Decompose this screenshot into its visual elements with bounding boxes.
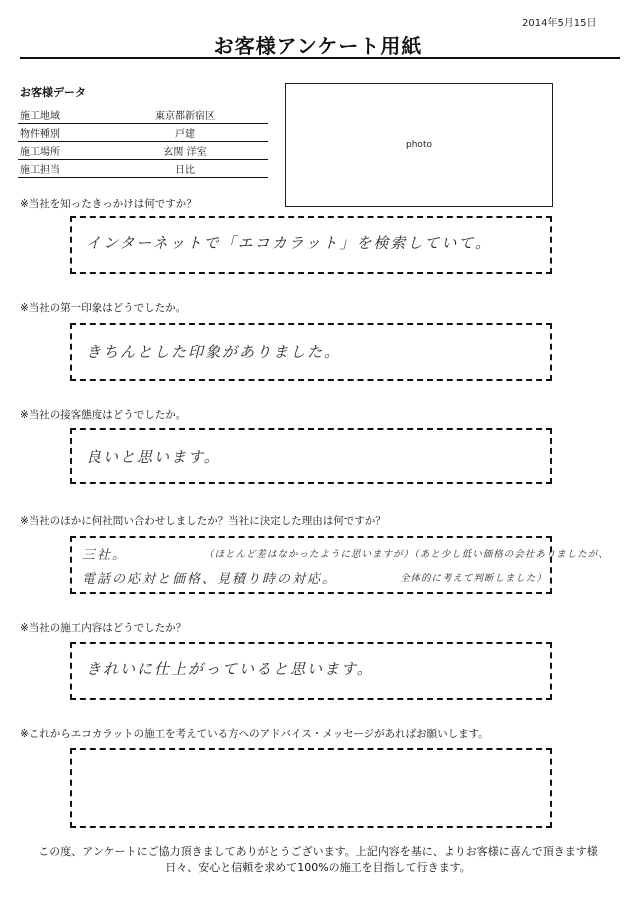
- customer-row-location: [18, 142, 268, 160]
- customer-row-staff: [18, 160, 268, 178]
- answer-box-5: [70, 642, 552, 700]
- row-value: 日比: [102, 160, 268, 178]
- row-label: 物件種別: [18, 124, 102, 142]
- answer-2-text: きちんとした印象がありました。: [86, 343, 342, 361]
- answer-4-line2: 電話の応対と価格、見積り時の対応。: [82, 572, 338, 587]
- question-1: ※当社を知ったきっかけは何ですか？: [20, 198, 197, 210]
- answer-4-note2: 全体的に考えて判断しました）: [400, 573, 548, 584]
- answer-5-text: きれいに仕上がっていると思います。: [86, 660, 374, 678]
- survey-date: 2014年5月15日: [522, 18, 597, 29]
- photo-placeholder: [285, 83, 553, 207]
- answer-box-6: [70, 748, 552, 828]
- answer-4-note1: （ほとんど差はなかったように思いますが）（あと少し低い価格の会社ありましたが、: [204, 549, 609, 560]
- photo-label: photo: [406, 140, 432, 150]
- answer-box-1: [70, 216, 552, 274]
- customer-row-property: [18, 124, 268, 142]
- page-title: お客様アンケート用紙: [213, 34, 423, 58]
- question-5: ※当社の施工内容はどうでしたか？: [20, 622, 187, 634]
- question-4: ※当社のほかに何社問い合わせしましたか？当社に決定した理由は何ですか？: [20, 515, 386, 527]
- customer-row-area: [18, 106, 268, 124]
- row-value: 東京都新宿区: [102, 106, 268, 124]
- answer-box-2: [70, 323, 552, 381]
- customer-data-title: お客様データ: [20, 86, 86, 99]
- answer-4-line1: 三社。: [82, 548, 128, 563]
- footer-line-2: 日々、安心と信頼を求めて100%の施工を目指して行きます。: [165, 861, 471, 874]
- question-2: ※当社の第一印象はどうでしたか。: [20, 302, 187, 314]
- row-label: 施工場所: [18, 142, 102, 160]
- row-label: 施工担当: [18, 160, 102, 178]
- answer-3-text: 良いと思います。: [86, 448, 221, 466]
- footer-line-1: この度、アンケートにご協力頂きましてありがとうございます。上記内容を基に、よりお客様に喜んで頂きます様: [38, 845, 598, 858]
- question-6: ※これからエコカラットの施工を考えている方へのアドバイス・メッセージがあればお願いします。: [20, 728, 489, 740]
- answer-1-text: インターネットで「エコカラット」を検索していて。: [86, 234, 493, 252]
- customer-data-table: [18, 106, 268, 178]
- row-value: 戸建: [102, 124, 268, 142]
- row-label: 施工地域: [18, 106, 102, 124]
- question-3: ※当社の接客態度はどうでしたか。: [20, 409, 187, 421]
- answer-box-4: [70, 536, 609, 594]
- answer-box-3: [70, 428, 552, 484]
- title-divider: [20, 57, 620, 59]
- row-value: 玄関 洋室: [102, 142, 268, 160]
